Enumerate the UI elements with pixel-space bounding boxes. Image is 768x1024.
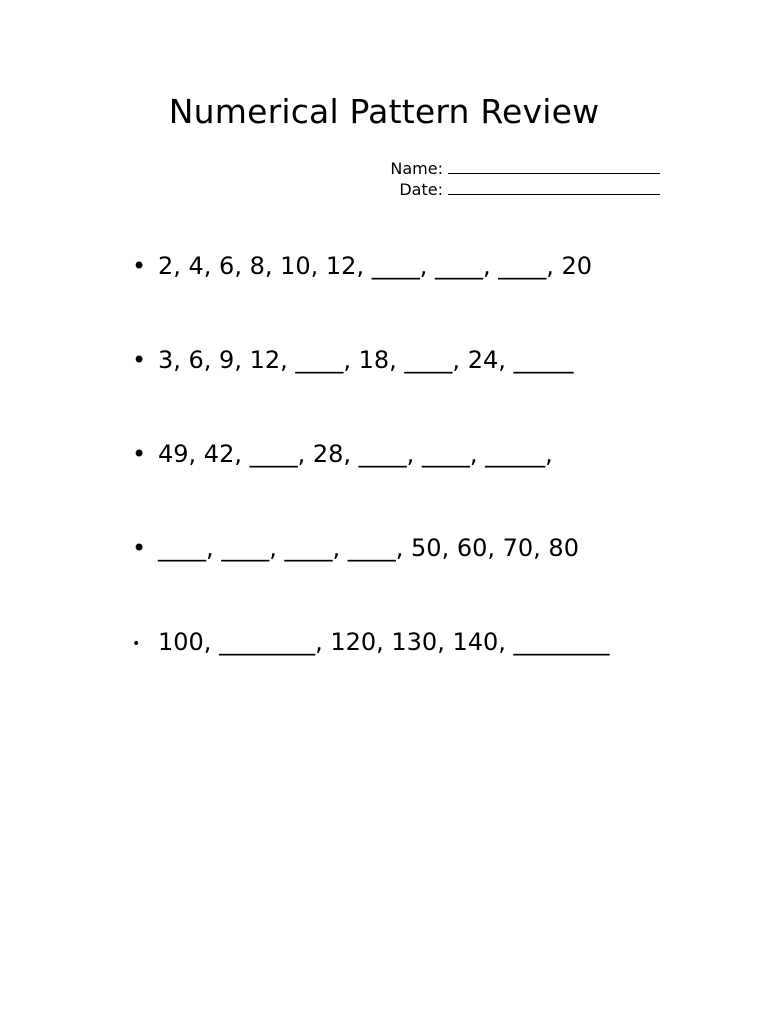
date-field-row <box>360 179 660 200</box>
pattern-text: ____, ____, ____, ____, 50, 60, 70, 80 <box>158 534 579 562</box>
pattern-item-3 <box>132 432 692 526</box>
pattern-list <box>132 244 692 714</box>
bullet-icon: • <box>132 636 141 652</box>
student-info-fields <box>360 158 660 200</box>
bullet-icon: • <box>132 252 147 280</box>
pattern-text: 100, ________, 120, 130, 140, ________ <box>158 628 610 656</box>
bullet-icon: • <box>132 534 147 562</box>
bullet-icon: • <box>132 346 147 374</box>
pattern-item-4 <box>132 526 692 620</box>
pattern-text: 3, 6, 9, 12, ____, 18, ____, 24, _____ <box>158 346 574 374</box>
pattern-item-1 <box>132 244 692 338</box>
pattern-text: 2, 4, 6, 8, 10, 12, ____, ____, ____, 20 <box>158 252 593 280</box>
pattern-text: 49, 42, ____, 28, ____, ____, _____, <box>158 440 553 468</box>
name-field-row <box>360 158 660 179</box>
date-blank-line[interactable] <box>448 179 660 195</box>
name-label: Name: <box>390 159 443 178</box>
pattern-item-5 <box>132 620 692 714</box>
date-label: Date: <box>399 180 443 199</box>
bullet-icon: • <box>132 440 147 468</box>
name-blank-line[interactable] <box>448 158 660 174</box>
pattern-item-2 <box>132 338 692 432</box>
page-title: Numerical Pattern Review <box>168 92 600 131</box>
